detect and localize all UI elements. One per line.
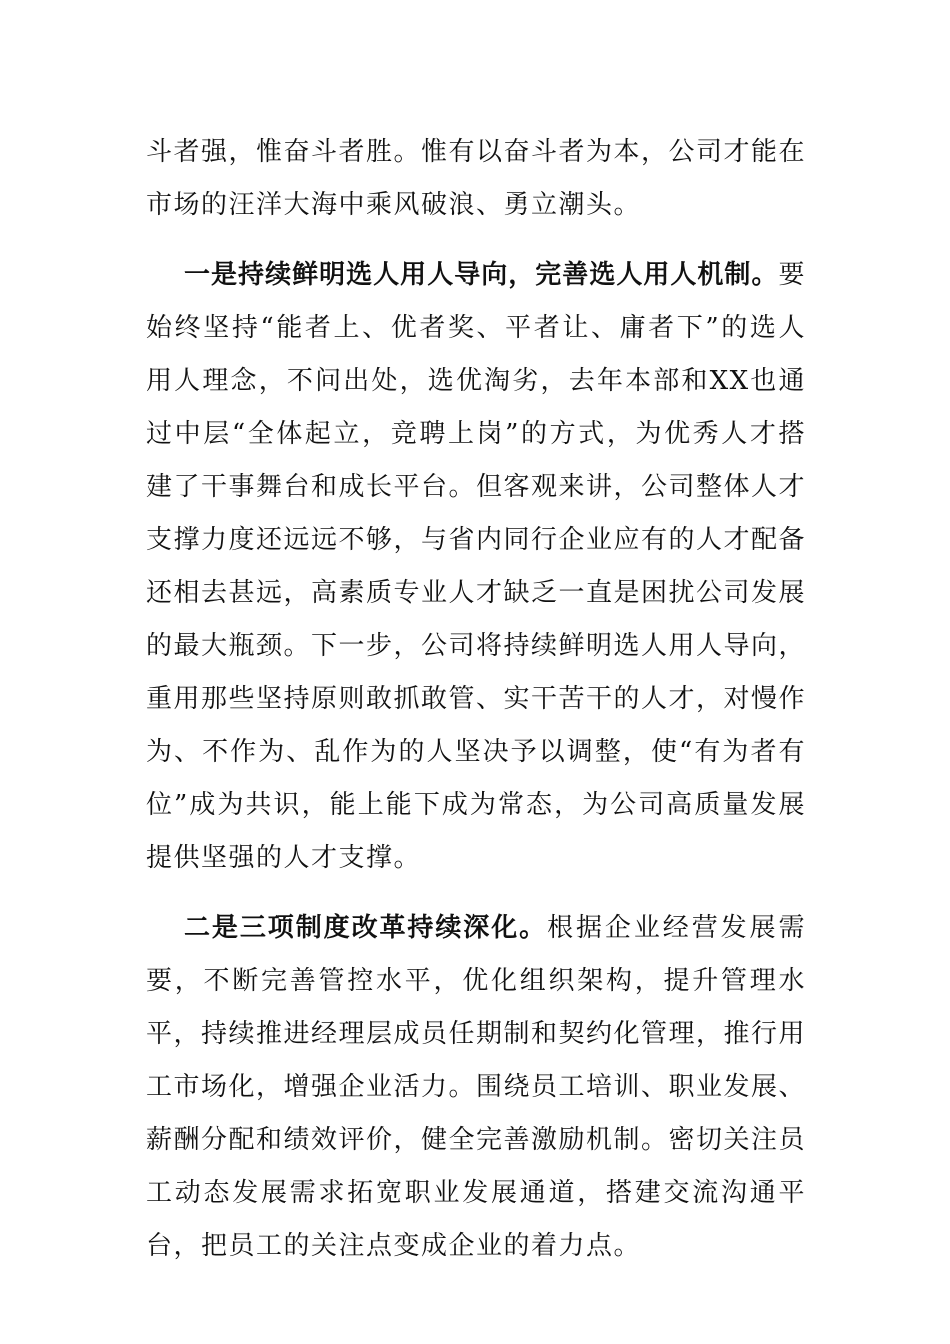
paragraph-intro bbox=[146, 126, 806, 232]
paragraph-two-heading: 二是三项制度改革持续深化。 bbox=[184, 913, 548, 943]
paragraph-one-text: 要始终坚持“能者上、优者奖、平者让、庸者下”的选人用人理念，不问出处，选优淘劣，去年本部和XX也通过中层“全体起立，竞聘上岗”的方式，为优秀人才搭建了干事舞台和成长平台。但客观来讲，公司整体人才支撑力度还远远不够，与省内同行企业应有的人才配备还相去甚远，高素质专业人才缺乏一直是困扰公司发展的最大瓶颈。下一步，公司将持续鲜明选人用人导向，重用那些坚持原则敢抓敢管、实干苦干的人才，对慢作为、不作为、乱作为的人坚决予以调整，使“有为者有位”成为共识，能上能下成为常态，为公司高质量发展提供坚强的人才支撑。 bbox=[146, 260, 807, 873]
paragraph-two-text: 根据企业经营发展需要，不断完善管控水平，优化组织架构，提升管理水平，持续推进经理层成员任期制和契约化管理，推行用工市场化，增强企业活力。围绕员工培训、职业发展、薪酬分配和绩效评价，健全完善激励机制。密切关注员工动态发展需求拓宽职业发展通道，搭建交流沟通平台，把员工的关注点变成企业的着力点。 bbox=[146, 913, 807, 1261]
paragraph-one bbox=[146, 249, 806, 885]
paragraph-intro-text: 斗者强，惟奋斗者胜。惟有以奋斗者为本，公司才能在市场的汪洋大海中乘风破浪、勇立潮头。 bbox=[146, 137, 807, 220]
document-body bbox=[146, 126, 806, 1290]
paragraph-two bbox=[146, 902, 806, 1273]
paragraph-one-heading: 一是持续鲜明选人用人导向，完善选人用人机制。 bbox=[184, 260, 779, 290]
